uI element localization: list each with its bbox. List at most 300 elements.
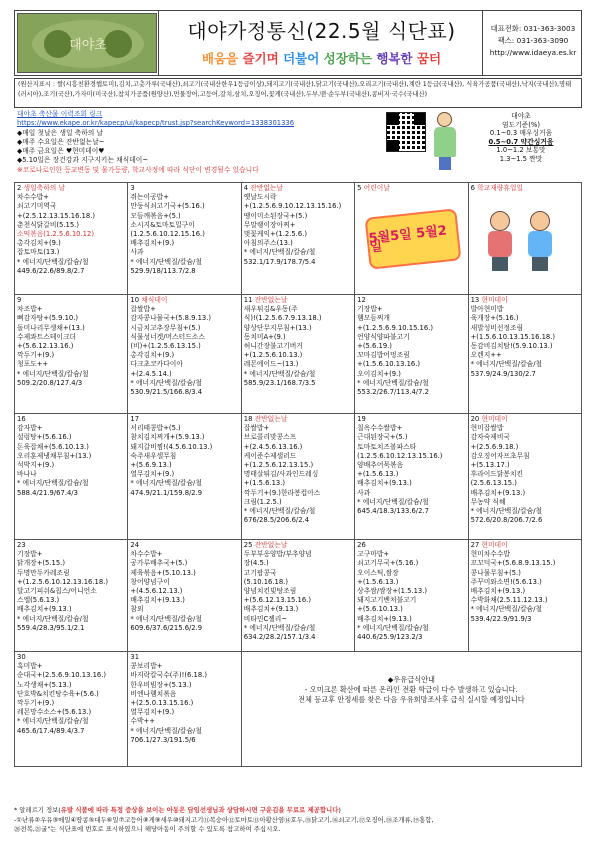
menu-calendar [14, 182, 582, 767]
menu-item: 고기팝콩국 [243, 568, 277, 577]
menu-item: 깍두기+(9.)한라봉컵아스 [243, 488, 321, 497]
childrens-day-banner: 5월5일 5월2일 [365, 209, 462, 270]
slogan-word: 행복한 [376, 51, 413, 66]
menu-item: * 에너지/단백질/칼슘/철 [470, 605, 543, 614]
slogan [159, 49, 484, 67]
menu-item: +(1.2.5.6.12.13.15.) [243, 461, 314, 470]
menu-item: 고구마밥+ [357, 550, 390, 559]
menu-item: * 에너지/단백질/칼슘/철 [357, 623, 429, 632]
day-label [130, 653, 238, 662]
allergy-warning: 유발 식품에 따라 특정 증상을 보이는 아동은 담임선생님과 상담하시면 구운김을 무료로 제공합니다 [60, 806, 339, 814]
menu-item: 배추김치+(9.13.) [243, 605, 299, 614]
day-label [130, 541, 238, 550]
menu-item: 육개장+(5.16.) [470, 314, 519, 323]
menu-item: +(2.5.6.9.18.) [470, 442, 519, 451]
day-tag: 현미데이 [481, 541, 508, 549]
menu-item: 총각김치+(9.) [130, 351, 175, 360]
menu-item: 비타민C젤리~ [243, 614, 288, 623]
salt-level-target: 0.5~0.7 약간싱거움 [488, 137, 554, 146]
menu-item: * 에너지/단백질/칼슘/철 [243, 507, 316, 516]
menu-day-cell [355, 183, 468, 295]
note-line: ◆매일 첫날은 생일 축하의 날 [17, 128, 104, 137]
menu-item: 양념치킨빚탕조림 [243, 587, 297, 596]
day-number: 23 [17, 541, 26, 549]
day-tag: 채식데이 [141, 296, 168, 304]
menu-item: +(1.2.5.6.9.10.15.16.) [357, 323, 434, 332]
menu-item: +(5.6.19.) [357, 342, 392, 351]
note-line: ◆매주 금요일은 ♥현미데이♥ [17, 147, 105, 156]
menu-day-cell [15, 183, 128, 295]
salt-guide [462, 112, 580, 163]
day-number: 6 [470, 184, 475, 192]
allergy-suffix: ) [338, 806, 341, 814]
menu-item: +(5.6.9.13.) [130, 461, 172, 470]
day-tag: 잔반없는날 [254, 296, 288, 304]
menu-item: 춘천식닭갈비(5.15.) [17, 220, 79, 229]
day-tag: 생일축하의 날 [23, 184, 66, 192]
qr-code-icon[interactable] [386, 112, 426, 152]
menu-item: 총각김치+(9.) [17, 239, 61, 248]
menu-item: 수박화채(2.5.11.12.13.) [470, 596, 548, 605]
menu-item: 바나나 [17, 470, 37, 479]
milk-notice-line: 전체 등교후 안정세를 찾은 다음 우유희망조사후 급식 실시할 예정입니다 [298, 695, 525, 704]
page-title: 대야가정통신(22.5월 식단표) [187, 19, 456, 43]
menu-item: +(1.2.5.6.10.13.) [243, 351, 303, 360]
day-label [357, 184, 465, 193]
menu-item: 돼지갈비찜!(4.5.6.10.13.) [130, 442, 213, 451]
menu-item: 한우비빔장+(5.13.) [130, 680, 192, 689]
menu-item: 청포도++ [17, 360, 49, 369]
menu-item: * 에너지/단백질/칼슘/철 [130, 257, 202, 266]
day-label [357, 415, 465, 424]
menu-day-cell [15, 414, 128, 540]
menu-item: 석박지+(9.) [17, 461, 55, 470]
menu-item: 발아현미밥 [470, 305, 504, 314]
menu-item: 상추쌈/쌈장+(1.5.13.) [357, 587, 428, 596]
menu-item: +(2.4.5.14.) [130, 369, 172, 378]
menu-item: 땡이미소된장국+(5.) [243, 211, 308, 220]
menu-item: 무말랭이장아찌+ [243, 220, 296, 229]
menu-item: 기장밥+ [357, 305, 383, 314]
menu-item: 크림(1.2.5.) [243, 497, 282, 506]
menu-item: 현미잡쌀밥 [470, 424, 504, 433]
menu-day-cell [15, 540, 128, 652]
menu-item: 588.4/21.9/67.4/3 [17, 488, 78, 497]
menu-item: 배추김치+(9.13.) [357, 479, 412, 488]
menu-item: +(1.5.6.13.) [243, 479, 286, 488]
day-number: 4 [243, 184, 249, 192]
menu-item: 다크초코카다이아 [130, 360, 183, 369]
menu-item: 토마토치즈볼파스타 [357, 442, 417, 451]
menu-item: +(5.6.10.13.) [357, 605, 403, 614]
child-illustration-icon [430, 110, 460, 172]
menu-item: 사과 [130, 248, 144, 257]
fax: 팩스: 031-363-3090 [497, 36, 569, 45]
menu-item: 차수수밥+ [130, 550, 163, 559]
menu-item: 676/28.5/206.6/2.4 [243, 516, 310, 525]
menu-item: 440.6/25.9/123.2/3 [357, 633, 423, 642]
menu-item: +(1.5.6.10.13.15.16.18.) [470, 332, 556, 341]
menu-item: 레몬망수소스+(5.6.13.) [17, 708, 92, 717]
menu-item: 콩나물무침+(5.) [470, 568, 521, 577]
menu-item: 언양식양파불고기 [357, 332, 410, 341]
trace-link-url[interactable]: https://www.ekape.or.kr/kapecp/ui/kapecp/trust.jsp?searchKeyword=1338301336 [17, 119, 295, 128]
trace-link-title[interactable]: 대야초 축산물 이력조회 링크 [17, 110, 103, 118]
menu-item: +(2.5.12.13.15.16.18.) [17, 211, 96, 220]
day-label [471, 184, 579, 193]
day-label [244, 296, 352, 305]
menu-item: +(1.5.6.13.) [357, 577, 399, 586]
menu-item: +(5.6.12.13.16.) [17, 342, 74, 351]
day-label [244, 415, 352, 424]
menu-week-row [15, 652, 582, 767]
menu-item: 감자숙제비국 [470, 433, 510, 442]
menu-item: +(1.2.5.6.9.10.12.13.15.16.) [243, 202, 342, 211]
menu-item: 식물성너겟/머스터드소스 [130, 332, 205, 341]
menu-item: 흑미밥+ [17, 662, 43, 671]
menu-item: * 에너지/단백질/칼슘/철 [130, 479, 202, 488]
day-label [17, 415, 125, 424]
menu-item: 브로콜리맞콩스프 [243, 433, 297, 442]
menu-item: 차수수밥+ [17, 193, 49, 202]
menu-day-cell [128, 295, 241, 414]
menu-item: * 에너지/단백질/칼슘/철 [470, 360, 543, 369]
menu-item: 참외 [130, 605, 144, 614]
menu-item: 두부부옹양밥/부추양념 [243, 550, 312, 559]
day-label [130, 415, 238, 424]
menu-item: (5.10.16.18.) [243, 577, 288, 586]
menu-item: 모듬깨볶음+(5.) [130, 211, 181, 220]
menu-item: 순대국+(2.5.6.9.10.13.16.) [17, 671, 107, 680]
day-number: 17 [130, 415, 140, 423]
menu-day-cell [468, 183, 581, 295]
menu-item: 572.6/20.8/206.7/2.6 [470, 516, 543, 525]
menu-item: 오렌지++ [470, 351, 502, 360]
day-number: 12 [357, 296, 366, 304]
menu-item: 585.9/23.1/168.7/3.5 [243, 378, 316, 387]
menu-item: +(2.4.5.6.13.16.) [243, 442, 303, 451]
menu-item: 주꾸미와소면!(5.6.13.) [470, 577, 542, 586]
salt-level: 1.3~1.5 짠맛 [499, 154, 543, 163]
menu-item: * 에너지/단백질/칼슘/철 [243, 248, 316, 257]
day-number: 18 [243, 415, 253, 423]
day-number: 9 [17, 296, 22, 304]
milk-notice-line: - 오미크론 확산에 따른 온라인 전환 학급이 다수 발생하고 있습니다. [304, 685, 518, 694]
menu-item: 529.9/18/113.7/2.8 [130, 266, 196, 275]
menu-item: 배추김치+(9.13.) [130, 596, 185, 605]
menu-item: 감자밥+ [17, 424, 43, 433]
menu-day-cell [468, 295, 581, 414]
allergy-line-3: ⑳전복,㉑굴"는 식단표에 번호로 표시하였으니 해당아동이 주의할 수 있도록 참고하여 주십시오. [14, 825, 281, 834]
menu-day-cell [128, 183, 241, 295]
menu-item: 634.2/28.2/157.1/3.4 [243, 633, 316, 642]
menu-item: 감자콩나물국+(5.8.9.13.) [130, 314, 212, 323]
menu-item: 허니간장불고기버거 [243, 342, 303, 351]
day-number: 20 [470, 415, 480, 423]
slogan-word: 즐기며 [242, 51, 279, 66]
menu-item: 옛날도시락 [243, 193, 277, 202]
menu-item: 현미차수수밥 [470, 550, 510, 559]
menu-item: 콩보리밥+ [130, 662, 163, 671]
menu-item: 소떡볶음(1.2.5.6.10.12) [17, 230, 94, 239]
day-label [471, 541, 579, 550]
day-label [471, 296, 579, 305]
menu-item: 배추김치+(9.) [130, 239, 175, 248]
day-number: 11 [243, 296, 253, 304]
day-number: 25 [243, 541, 253, 549]
contact-info [485, 23, 581, 59]
menu-item: 깍두기+(9.) [17, 699, 55, 708]
menu-day-cell [241, 540, 354, 652]
menu-item: 쇠고기미역국 [17, 202, 57, 211]
menu-item: 539.4/22.9/91.9/3 [470, 614, 532, 623]
menu-item: 꼬마김밥어멍조림 [357, 351, 410, 360]
slogan-word: 꿈터 [416, 51, 442, 66]
day-number: 3 [130, 184, 135, 192]
menu-item: 설렁탕+(5.6.16.) [17, 433, 72, 442]
menu-week-row [15, 414, 582, 540]
menu-item: 시금치고추장무침+(5.) [130, 323, 201, 332]
menu-item: * 에너지/단백질/칼슘/철 [243, 369, 316, 378]
menu-item: 근대된장국+(5.) [357, 433, 408, 442]
title-box [158, 11, 483, 75]
menu-item: 뼈감자탕+(5.9.10.) [17, 314, 79, 323]
menu-item: * 에너지/단백질/칼슘/철 [17, 479, 89, 488]
warning-note: ※코로나로인한 등교변동 및 물가등량, 학교사정에 따라 식단이 변경될수 있습니다 [17, 165, 259, 174]
menu-item: 햄모듬찌개 [357, 314, 391, 323]
menu-item: 열무김치+(9.) [130, 470, 175, 479]
day-tag: 어린이날 [363, 184, 390, 192]
menu-item: 509.2/20.8/127.4/3 [17, 378, 83, 387]
menu-day-cell [468, 540, 581, 652]
day-number: 13 [470, 296, 480, 304]
menu-item: * 에너지/단백질/칼슘/철 [17, 257, 89, 266]
day-tag: 잔반없는날 [250, 184, 284, 192]
menu-item: 쥐는이공밥+ [130, 193, 169, 202]
salt-level: 0.1~0.3 매우싱거움 [489, 129, 553, 137]
menu-item: 쇠고기무국+(5.16.) [357, 559, 419, 568]
menu-item: 수박++ [130, 717, 155, 726]
day-number: 16 [17, 415, 26, 423]
menu-day-cell [355, 295, 468, 414]
menu-item: 돈육잡채+(5.6.10.13.) [17, 442, 89, 451]
menu-item: * 에너지/단백질/칼슘/철 [357, 378, 429, 387]
menu-item: 공가루배추국+(5.) [130, 559, 188, 568]
menu-item: 돌미나리무생채+(13.) [17, 323, 85, 332]
menu-item: (2.5.6.13.15.) [470, 479, 517, 488]
menu-item: 명태살튀김/사과인드레싱 [243, 470, 319, 479]
menu-item: 잡토마토(13.) [17, 248, 60, 257]
menu-item: 배추김치+(9.13.) [470, 587, 526, 596]
website-link[interactable]: http://www.idaeya.es.kr [489, 48, 577, 57]
day-label [130, 184, 238, 193]
info-notes [14, 110, 384, 175]
origin-info: (원산지표시 : 쌀(시흥친환경햅토미),김치,고춧가루(국내산),쇠고기(국내산한우1등급이상),돼지고기(국내산),닭고기(국내산),오리고기(국내산),계란 1등급(국내산), 식육가공품(국내산),낙지(국내산),명태(러시아),조기(국산),가자미(미국산),참치가공품(원양산),먼물장어,고등어,갈치,삼치,오징어,꽃게(국내산),두부,맨·순두부(국내산),콩비지·국수(국내산) [14, 78, 582, 108]
menu-item: +(2.5.0.13.15.16.) [130, 699, 194, 708]
menu-item: 645.4/18.3/133.6/2.7 [357, 507, 429, 516]
day-number: 10 [130, 296, 140, 304]
menu-item: 잡쌀밥+ [243, 424, 270, 433]
menu-day-cell [128, 540, 241, 652]
header [14, 10, 582, 76]
menu-item: +(1.2.5.6.10.12.13.16.18.) [17, 577, 108, 586]
menu-item: 오이스틱,쌈장 [357, 568, 399, 577]
salt-level: 1.0~1.2 보통맛 [496, 146, 546, 154]
menu-item: +(4.5.6.12.13.) [130, 587, 183, 596]
menu-item: 숙주새우샐무침 [130, 451, 177, 460]
menu-item: * 에너지/단백질/칼슘/철 [17, 369, 89, 378]
day-label [357, 296, 465, 305]
menu-item: 아침의주스(13.) [243, 239, 293, 248]
day-label [244, 184, 352, 193]
menu-item: 559.4/28.3/95.1/2.1 [17, 623, 85, 632]
menu-item: 609.6/37.6/215.6/2.9 [130, 623, 203, 632]
menu-item: 스엘(5.6.13.) [17, 596, 60, 605]
day-tag: 잔반없는날 [254, 541, 288, 549]
slogan-word: 더불어 [283, 51, 320, 66]
allergy-line-2: -①난류②우유③메밀④땅콩⑤대두⑥밀⑦고등어⑧게⑨새우⑩돼지고기⑪복숭아⑫토마토⑬아황산염⑭호두,⑮닭고기,⑯쇠고기,⑰오징어,⑱조개류,⑲홍합, [14, 815, 434, 824]
phone: 대표전화: 031-363-3003 [490, 24, 576, 33]
menu-item: 케이준수제샐러드 [243, 451, 297, 460]
allergy-prefix: * 알레르기 정보( [14, 806, 61, 814]
menu-item: 장(4.5.) [243, 559, 269, 568]
menu-item: 참치김치찌개+(5.9.13.) [130, 433, 205, 442]
menu-week-row [15, 295, 582, 414]
menu-item: 차조밥+ [17, 305, 43, 314]
menu-item: 창어양념구이 [130, 577, 170, 586]
logo-tree-icon [18, 14, 157, 73]
day-number: 26 [357, 541, 366, 549]
note-line: ◆매주 수요일은 잔반없는날~ [17, 137, 105, 146]
menu-day-cell [241, 183, 354, 295]
menu-item: * 에너지/단백질/칼슘/철 [130, 614, 202, 623]
menu-day-cell [241, 295, 354, 414]
children-illustration-icon [485, 211, 575, 281]
menu-day-cell [15, 295, 128, 414]
day-tag: 현미데이 [481, 415, 508, 423]
menu-item: 바지락칼국수(주)!(6.18.) [130, 671, 207, 680]
day-number: 2 [17, 184, 22, 192]
menu-day-cell [241, 414, 354, 540]
menu-item: 식)!(1.2.5.6.7.9.13.18.) [243, 314, 322, 323]
menu-item: 만둥식쇠고기국+(5.16.) [130, 202, 205, 211]
menu-day-cell [15, 652, 128, 767]
menu-item: 배추김치+(9.13.) [17, 605, 72, 614]
menu-item: 노각생채+(5.13.) [17, 680, 72, 689]
menu-item: (1.2.5.6.10.12.15.16.) [130, 230, 205, 239]
menu-item: * 에너지/단백질/칼슘/철 [130, 726, 202, 735]
menu-item: 양배추어묵볶음 [357, 461, 404, 470]
day-tag: 현미데이 [481, 296, 508, 304]
menu-item: 후라이드닭봉치킨 [470, 470, 524, 479]
day-tag: 잔반없는날 [254, 415, 288, 423]
menu-item: 돼지고기벤처불고기 [357, 596, 417, 605]
menu-item: 706.1/27.3/191.5/6 [130, 735, 196, 744]
menu-item: * 에너지/단백질/칼슘/철 [17, 717, 89, 726]
menu-item: 기장밥+ [17, 550, 43, 559]
menu-item: 잡쌀밥+ [130, 305, 156, 314]
menu-day-cell [355, 414, 468, 540]
menu-item: 449.6/22.6/89.8/2.7 [17, 266, 85, 275]
day-number: 30 [17, 653, 26, 661]
salt-guide-label: 염도기준(%) [501, 120, 541, 129]
day-label [357, 541, 465, 550]
menu-item: 532.1/17.9/178.7/5.4 [243, 257, 316, 266]
menu-item: 오이김치+(9.) [357, 369, 401, 378]
menu-item: 깍두기+(9.) [17, 351, 55, 360]
day-label [17, 653, 125, 662]
menu-item: 칠옥수수쌀밥+ [357, 424, 403, 433]
menu-item: +(1.5.6.10.13.16.) [357, 360, 421, 369]
menu-item: 새우튀김&우동(주 [243, 305, 298, 314]
day-label [17, 296, 125, 305]
menu-item: (비)+(1.2.5.6.13.15.) [130, 342, 201, 351]
menu-item: 배추김치+(9.13.) [470, 488, 526, 497]
day-tag: 학교재량휴업일 [477, 184, 524, 192]
menu-item: 530.9/21.5/166.8/3.4 [130, 388, 203, 397]
menu-item: 동치미A+(9.) [243, 332, 286, 341]
menu-item: (1.2.5.6.10.12.13.15.16.) [357, 451, 443, 460]
menu-item: * 에너지/단백질/칼슘/철 [470, 507, 543, 516]
menu-item: 배추김치+(9.13.) [357, 614, 412, 623]
milk-notice-cell [241, 652, 581, 767]
menu-week-row [15, 183, 582, 295]
menu-day-cell [128, 414, 241, 540]
day-number: 5 [357, 184, 362, 192]
allergy-footer [14, 806, 582, 835]
allergy-line-1 [14, 806, 582, 816]
logo-text: 대야초 [69, 38, 107, 53]
slogan-word: 성장하는 [323, 51, 372, 66]
menu-item: 레몬에이드~(13.) [243, 360, 299, 369]
menu-item: 서리태콩밥+(5.) [130, 424, 181, 433]
day-label [471, 415, 579, 424]
milk-notice-title: ◆우유급식안내 [387, 675, 435, 684]
menu-item: * 에너지/단백질/칼슘/철 [17, 614, 89, 623]
menu-item: 오리훈제냉채무침+(13.) [17, 451, 92, 460]
info-section [14, 110, 582, 176]
menu-item: 새발성비선정조림 [470, 323, 524, 332]
menu-item: 꼬꼬덕국+(5.6.8.9.13.15.) [470, 559, 556, 568]
menu-item: 양상단무지무침+(13.) [243, 323, 312, 332]
menu-week-row [15, 540, 582, 652]
milk-notice [244, 653, 579, 705]
menu-item: 474.9/21.1/159.8/2.9 [130, 488, 203, 497]
day-number: 31 [130, 653, 140, 661]
menu-item: 465.6/17.4/89.4/3.7 [17, 726, 85, 735]
day-label [17, 184, 125, 193]
day-number: 19 [357, 415, 366, 423]
menu-item: * 에너지/단백질/칼슘/철 [357, 497, 429, 506]
menu-item: * 에너지/단백질/칼슘/철 [243, 623, 316, 632]
menu-item: 553.2/26.7/113.4/7.2 [357, 388, 429, 397]
salt-guide-school: 대야초 [511, 112, 531, 120]
menu-item: * 에너지/단백질/칼슘/철 [130, 378, 202, 387]
menu-item: 열무김치+(9.) [130, 708, 175, 717]
day-label [17, 541, 125, 550]
menu-item: 닭개장+(5.15.) [17, 559, 65, 568]
menu-day-cell [128, 652, 241, 767]
menu-item: 두명만두카레조림 [17, 568, 70, 577]
menu-item: 벚꽃케익+(1.2.5.6.) [243, 230, 307, 239]
menu-day-cell [468, 414, 581, 540]
menu-item: 제육볶음+(5.10.13.) [130, 568, 196, 577]
menu-item: 단호박&치킨탕수육+(5.6.) [17, 689, 99, 698]
menu-item: 사과 [357, 488, 371, 497]
menu-item: +(1.5.6.13.) [357, 470, 399, 479]
day-number: 27 [470, 541, 480, 549]
menu-item: 감오징어자프초무침 [470, 451, 530, 460]
